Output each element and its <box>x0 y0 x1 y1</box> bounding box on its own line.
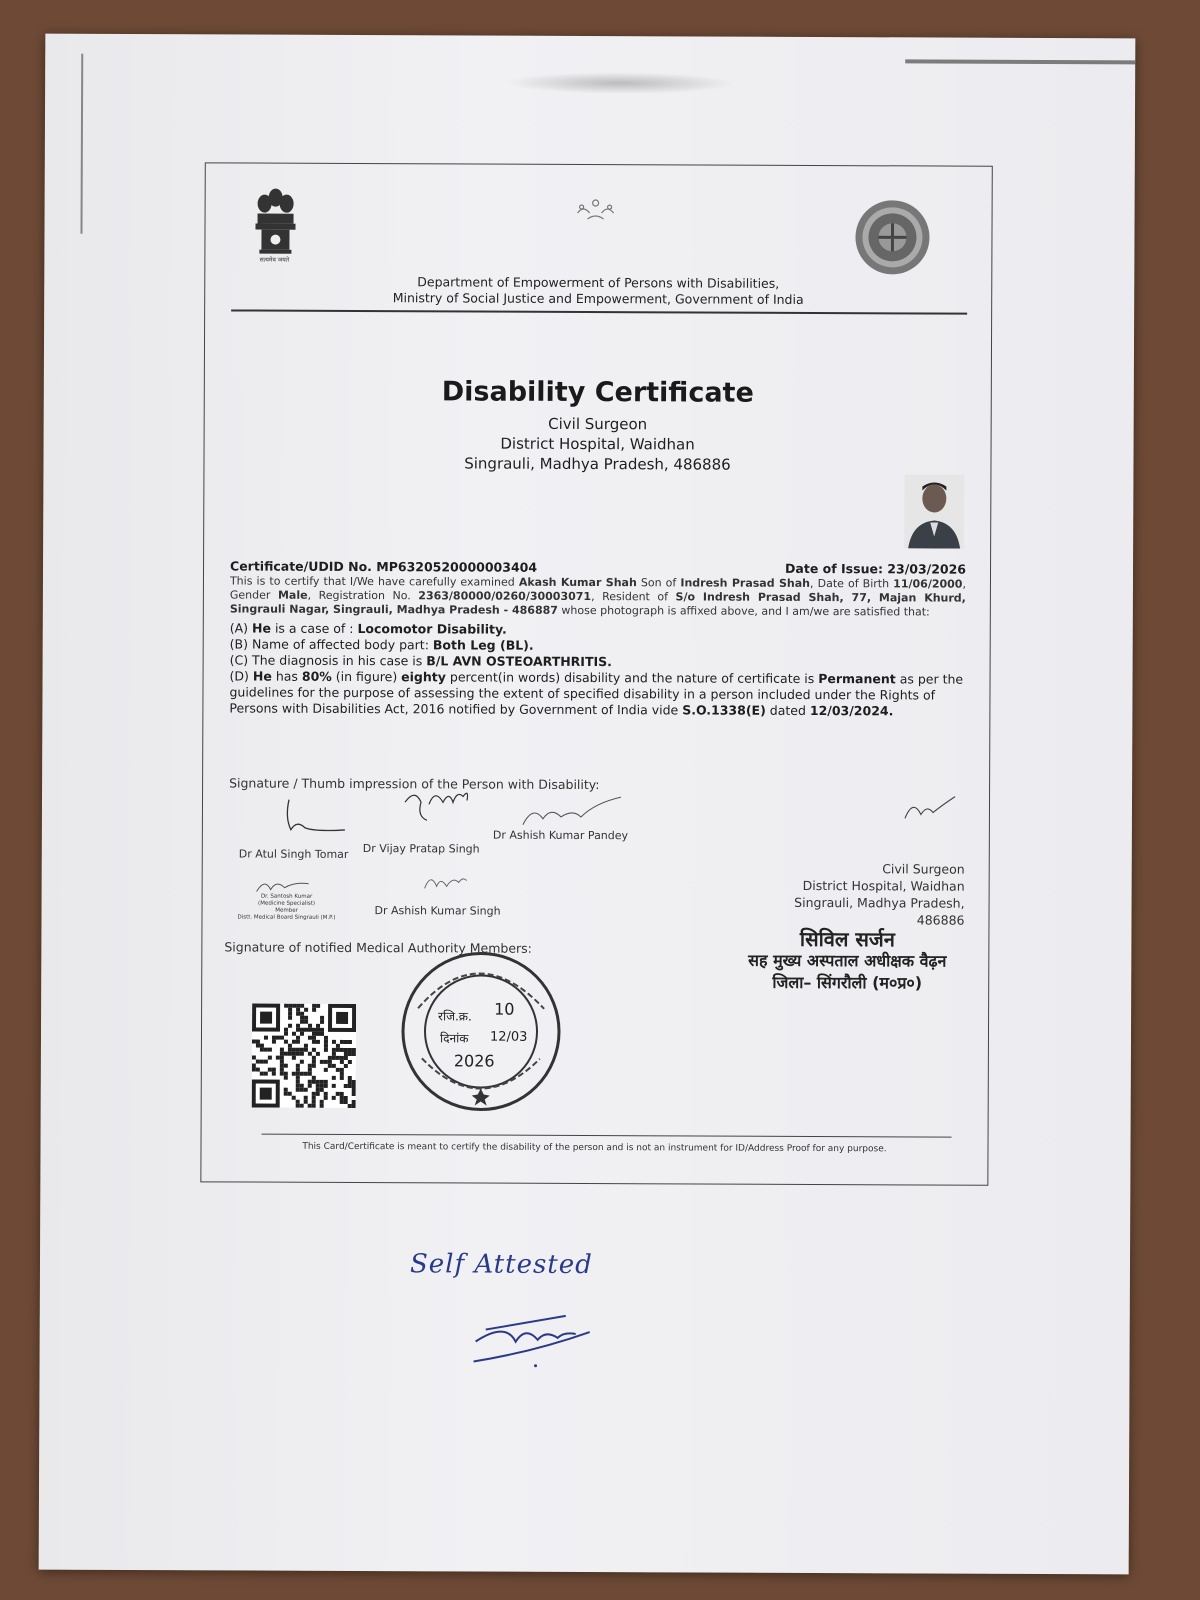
self-attested-note: Self Attested <box>409 1249 593 1281</box>
item-d-text-2: (in figure) <box>331 668 402 685</box>
doctor-name-5: Dr Ashish Kumar Singh <box>374 904 501 918</box>
body-text-5: , Registration No. <box>307 588 419 603</box>
scan-streak <box>905 59 1135 64</box>
civil-surgeon-title: Civil Surgeon <box>882 861 965 877</box>
hindi-designation-seal <box>712 928 982 995</box>
doctor-stamp-4 <box>226 893 346 922</box>
issue-date: Date of Issue: 23/03/2026 <box>785 560 967 577</box>
doctor-signature-2 <box>399 784 479 840</box>
notification-number: S.O.1338(E) <box>682 702 766 718</box>
notified-authority-label: Signature of notified Medical Authority Members: <box>224 939 532 956</box>
doctor-name-4: Dr. Santosh Kumar <box>260 893 313 900</box>
item-a-prefix: (A) <box>229 620 253 636</box>
stamp-date-label: दिनांक <box>439 1031 469 1046</box>
doctor-4-role: Member <box>275 907 298 914</box>
certificate-frame <box>200 162 992 1185</box>
body-text-6: , Resident of <box>591 590 676 604</box>
doctor-signature-1 <box>279 796 359 840</box>
stamp-reg-value: 10 <box>494 999 515 1019</box>
body-text-2: Son of <box>636 576 681 590</box>
item-d-text-1: has <box>271 668 302 684</box>
udid-row <box>230 558 966 576</box>
scan-edge-line <box>80 54 83 234</box>
doctor-4-designation: (Medicine Specialist) <box>258 900 316 907</box>
disability-details <box>229 620 965 719</box>
doctor-name-3: Dr Ashish Kumar Pandey <box>492 828 629 843</box>
item-d <box>229 668 965 719</box>
doctor-signature-5 <box>421 868 471 894</box>
body-text-7: whose photograph is affixed above, and I am/we are satisfied that: <box>557 603 930 619</box>
stamp-reg-label: रजि.क्र. <box>438 1009 472 1024</box>
item-d-text-3: percent(in words) disability and the nature of certificate is <box>445 669 819 687</box>
disability-percent-words: eighty <box>401 669 446 685</box>
registration-number: 2363/80000/0260/30003071 <box>418 589 592 604</box>
certificate-nature: Permanent <box>818 671 896 687</box>
item-d-pronoun: He <box>252 668 272 684</box>
hindi-seal-line-3: जिला– सिंगरौली (म०प्र०) <box>772 972 923 993</box>
department-header <box>205 273 991 308</box>
address: S/o Indresh Prasad Shah, 77, Majan Khurd, Singrauli Nagar, Singrauli, Madhya Pradesh - 486887 <box>229 590 966 617</box>
body-text-4: , Gender <box>229 577 966 602</box>
footer-divider <box>262 1134 952 1138</box>
stamp-year: 2026 <box>453 1051 495 1071</box>
accessibility-logo-icon <box>566 195 626 225</box>
department-line-2: Ministry of Social Justice and Empowerment, Government of India <box>392 290 804 307</box>
doctor-name-2: Dr Vijay Pratap Singh <box>362 842 480 856</box>
hindi-seal-line-2: सह मुख्य अस्पताल अधीक्षक वैढ़न <box>748 950 947 971</box>
doctor-4-board: Distt. Medical Board Singrauli (M.P.) <box>237 914 336 921</box>
doctor-name-1: Dr Atul Singh Tomar <box>238 847 349 861</box>
scan-smudge <box>505 72 735 95</box>
emblem-caption: सत्यमेव जयते <box>259 256 290 264</box>
disability-type: Locomotor Disability. <box>357 620 507 637</box>
item-b-text: (B) Name of affected body part: <box>229 636 433 653</box>
issuer-line-2: District Hospital, Waidhan <box>500 434 695 454</box>
item-a-pronoun: He <box>252 620 272 636</box>
hindi-seal-line-1: सिविल सर्जन <box>799 926 895 952</box>
item-d-prefix: (D) <box>229 668 253 684</box>
certificate-title: Disability Certificate <box>441 376 754 409</box>
madhya-pradesh-seal-icon <box>853 198 931 276</box>
affected-body-part: Both Leg (BL). <box>432 637 534 653</box>
diagnosis: B/L AVN OSTEOARTHRITIS. <box>426 653 612 670</box>
udid-number: Certificate/UDID No. MP6320520000003404 <box>230 558 538 575</box>
certificate-paper <box>39 34 1136 1575</box>
issuer-line-1: Civil Surgeon <box>548 414 648 434</box>
notification-date: 12/03/2024. <box>809 702 894 719</box>
issuer-line-3: Singrauli, Madhya Pradesh, 486886 <box>464 454 731 474</box>
certification-paragraph <box>230 574 966 619</box>
civil-surgeon-hospital: District Hospital, Waidhan <box>802 877 965 894</box>
civil-surgeon-block <box>794 860 965 929</box>
father-name: Indresh Prasad Shah <box>680 576 811 590</box>
item-a-text: is a case of : <box>270 620 358 636</box>
disability-percent: 80% <box>301 668 332 684</box>
civil-surgeon-location: Singrauli, Madhya Pradesh, <box>794 894 965 911</box>
gender: Male <box>277 588 308 602</box>
civil-surgeon-signature <box>899 794 959 828</box>
disclaimer: This Card/Certificate is meant to certify the disability of the person and is not an instrument for ID/Address Proof for any purpose. <box>302 1141 887 1155</box>
body-text-1: This is to certify that I/We have carefully examined <box>229 574 519 589</box>
item-c-text: (C) The diagnosis in his case is <box>229 652 427 669</box>
self-attested-signature <box>465 1301 595 1378</box>
star-icon <box>472 1088 490 1105</box>
civil-surgeon-pincode: 486886 <box>916 912 965 928</box>
qr-code <box>252 1004 356 1108</box>
national-emblem-icon <box>247 184 303 264</box>
signature-heading: Signature / Thumb impression of the Person with Disability: <box>229 775 600 793</box>
applicant-photo <box>904 474 964 548</box>
item-d-text-4: as per the guidelines for the purpose of assessing the extent of specified disability in a person included under the Rights of Persons with Disabilities Act, 2016 notified by Government of India vide <box>229 671 964 718</box>
hospital-rubber-stamp <box>398 948 565 1115</box>
date-of-birth: 11/06/2000 <box>893 577 963 591</box>
stamp-date-value: 12/03 <box>489 1029 528 1045</box>
body-text-3: , Date of Birth <box>810 576 894 591</box>
item-d-text-5: dated <box>765 702 810 718</box>
patient-name: Akash Kumar Shah <box>518 575 637 590</box>
department-line-1: Department of Empowerment of Persons with Disabilities, <box>417 274 780 291</box>
header-divider <box>231 309 967 314</box>
